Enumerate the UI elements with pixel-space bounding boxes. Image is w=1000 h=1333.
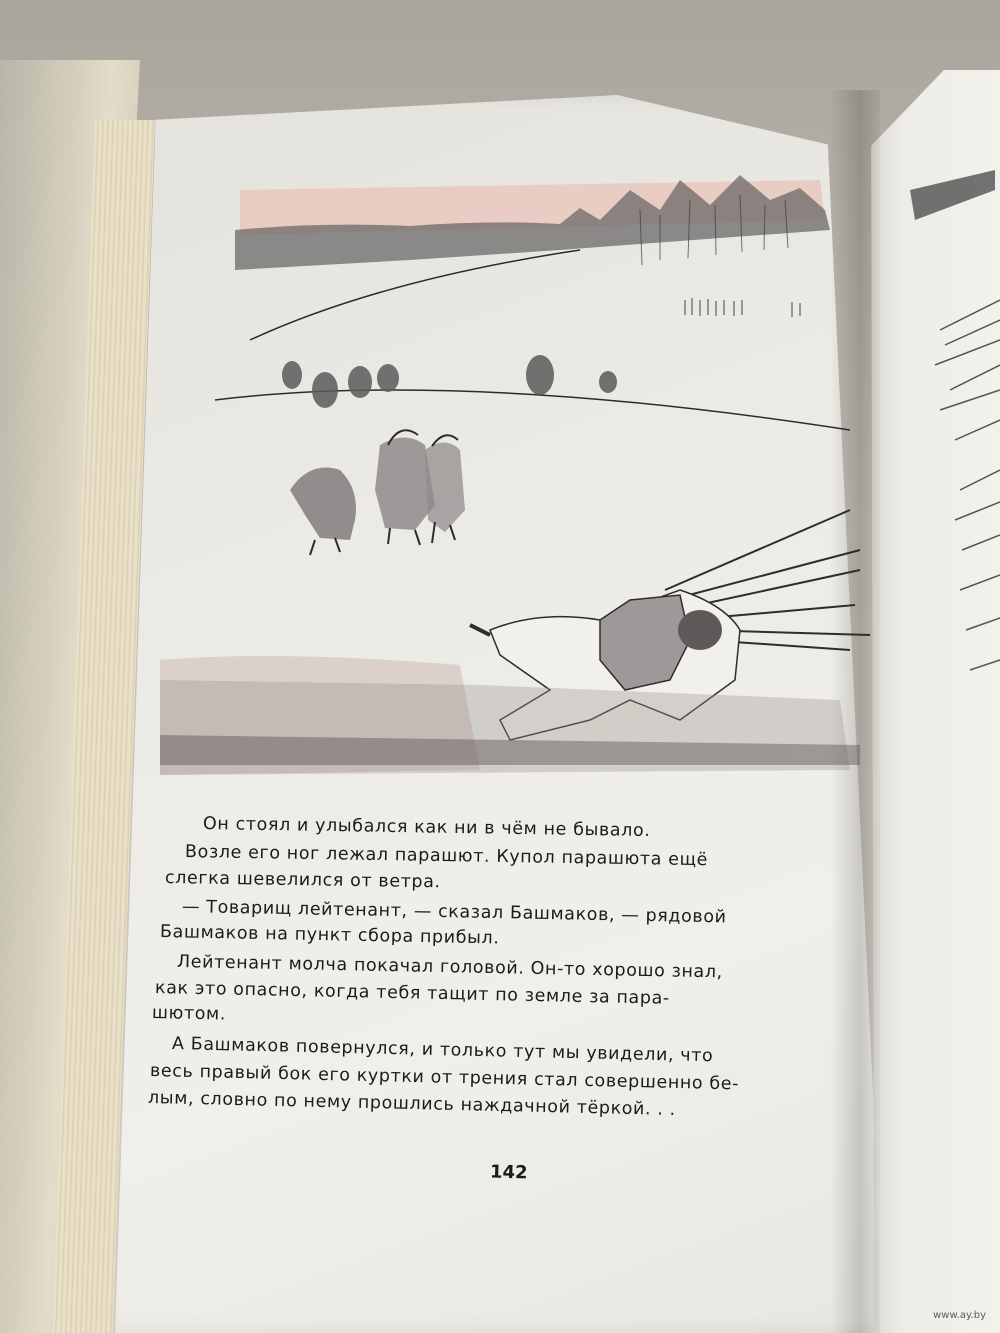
text-line: весь правый бок его куртки от трения стал совершенно бе- [149,1061,740,1095]
text-line: — Товарищ лейтенант, — сказал Башмаков, — рядовой [181,897,727,928]
text-line: слегка шевелился от ветра. [164,868,441,893]
page-number: 142 [489,1161,528,1184]
text-line: Он стоял и улыбался как ни в чём не бывало. [202,814,651,842]
text-line: Лейтенант молча покачал головой. Он-то хорошо знал, [176,952,723,983]
text-line: Возле его ног лежал парашют. Купол парашюта ещё [184,842,709,871]
watermark: www.ay.by [933,1310,986,1321]
text-line: лым, словно по нему прошлись наждачной тёркой. . . [147,1088,677,1120]
text-line: как это опасно, когда тебя тащит по земле за пара- [154,978,671,1009]
text-line: шютом. [151,1003,227,1025]
text-line: Башмаков на пункт сбора прибыл. [159,922,500,949]
text-line: А Башмаков повернулся, и только тут мы увидели, что [171,1034,714,1067]
